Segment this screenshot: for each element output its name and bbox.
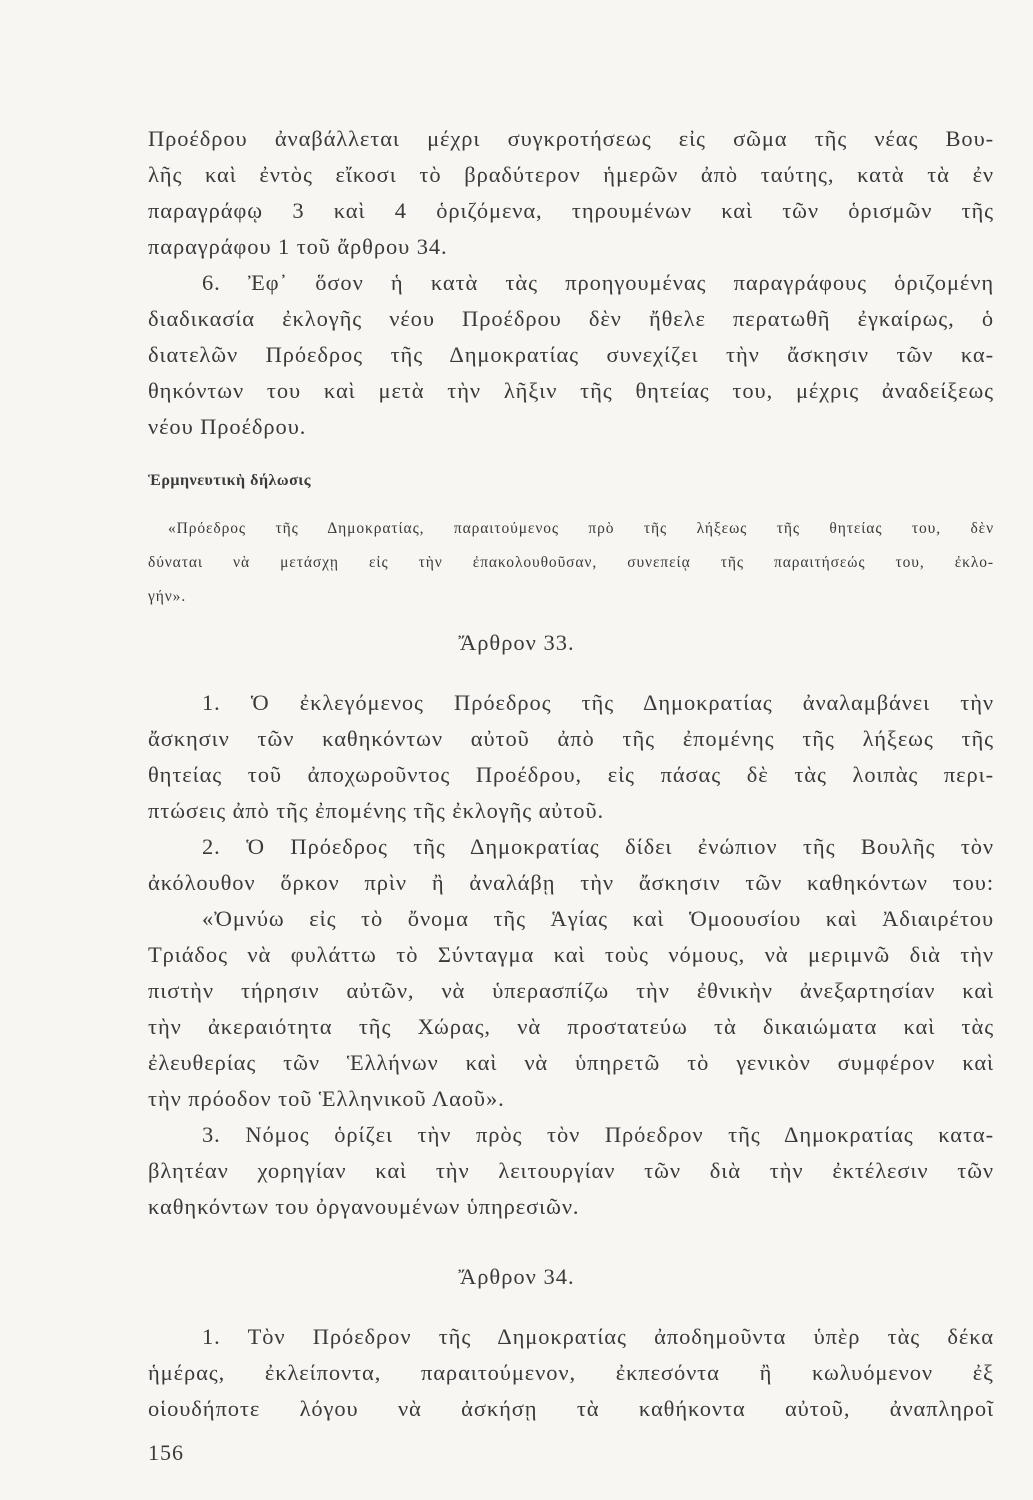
article-33-p3-line: 3. Νόμος ὁρίζει τὴν πρὸς τὸν Πρόεδρον τῆς Δημοκρατίας κατα-: [202, 1122, 994, 1147]
oath-line: πιστὴν τήρησιν αὐτῶν, νὰ ὑπερασπίζω τὴν ἐθνικὴν ἀνεξαρτησίαν καὶ: [148, 978, 994, 1003]
interpretive-line: δύναται νὰ μετάσχῃ εἰς τὴν ἐπακολουθοῦσαν, συνεπείᾳ τῆς παραιτήσεώς του, ἐκλο-: [148, 554, 994, 571]
text-line: παραγράφου 1 τοῦ ἄρθρου 34.: [148, 234, 448, 259]
article-33-p3-line: καθηκόντων του ὀργανουμένων ὑπηρεσιῶν.: [148, 1194, 580, 1219]
article-33-p3-line: βλητέαν χορηγίαν καὶ τὴν λειτουργίαν τῶν διὰ τὴν ἐκτέλεσιν τῶν: [148, 1158, 994, 1183]
article-33-heading: Ἄρθρον 33.: [458, 630, 575, 655]
article-33-p1-line: θητείας τοῦ ἀποχωροῦντος Προέδρου, εἰς πάσας δὲ τὰς λοιπὰς περι-: [148, 762, 994, 787]
article-34-p1-line: 1. Τὸν Πρόεδρον τῆς Δημοκρατίας ἀποδημοῦντα ὑπὲρ τὰς δέκα: [202, 1324, 994, 1349]
oath-line: ἐλευθερίας τῶν Ἑλλήνων καὶ νὰ ὑπηρετῶ τὸ γενικὸν συμφέρον καὶ: [148, 1050, 994, 1075]
oath-line: «Ὀμνύω εἰς τὸ ὄνομα τῆς Ἁγίας καὶ Ὁμοουσίου καὶ Ἀδιαιρέτου: [202, 906, 994, 931]
article-33-p1-line: 1. Ὁ ἐκλεγόμενος Πρόεδρος τῆς Δημοκρατίας ἀναλαμβάνει τὴν: [202, 690, 994, 715]
article-34-heading: Ἄρθρον 34.: [458, 1264, 575, 1289]
interpretive-line: «Πρόεδρος τῆς Δημοκρατίας, παραιτούμενος πρὸ τῆς λήξεως τῆς θητείας του, δὲν: [168, 520, 994, 537]
article-33-p1-line: πτώσεις ἀπὸ τῆς ἐπομένης τῆς ἐκλογῆς αὐτοῦ.: [148, 798, 605, 823]
oath-line: τὴν ἀκεραιότητα τῆς Χώρας, νὰ προστατεύω τὰ δικαιώματα καὶ τὰς: [148, 1014, 994, 1039]
paragraph-6-line: θηκόντων του καὶ μετὰ τὴν λῆξιν τῆς θητείας του, μέχρις ἀναδείξεως: [148, 378, 994, 403]
article-33-p2-line: 2. Ὁ Πρόεδρος τῆς Δημοκρατίας δίδει ἐνώπιον τῆς Βουλῆς τὸν: [202, 834, 994, 859]
article-33-p2-line: ἀκόλουθον ὅρκον πρὶν ἢ ἀναλάβῃ τὴν ἄσκησιν τῶν καθηκόντων του:: [148, 870, 994, 895]
paragraph-6-line: διατελῶν Πρόεδρος τῆς Δημοκρατίας συνεχίζει τὴν ἄσκησιν τῶν κα-: [148, 342, 994, 367]
article-33-p1-line: ἄσκησιν τῶν καθηκόντων αὐτοῦ ἀπὸ τῆς ἐπομένης τῆς λήξεως τῆς: [148, 726, 994, 751]
text-line: λῆς καὶ ἐντὸς εἴκοσι τὸ βραδύτερον ἡμερῶν ἀπὸ ταύτης, κατὰ τὰ ἐν: [148, 162, 994, 187]
text-line: Προέδρου ἀναβάλλεται μέχρι συγκροτήσεως εἰς σῶμα τῆς νέας Βου-: [148, 126, 994, 151]
paragraph-6-line: νέου Προέδρου.: [148, 414, 307, 439]
text-line: παραγράφῳ 3 καὶ 4 ὁριζόμενα, τηρουμένων καὶ τῶν ὁρισμῶν τῆς: [148, 198, 994, 223]
page-number: 156: [148, 1440, 184, 1465]
oath-line: τὴν πρόοδον τοῦ Ἑλληνικοῦ Λαοῦ».: [148, 1086, 505, 1111]
interpretive-statement-title: Ἑρμηνευτικὴ δήλωσις: [148, 472, 311, 489]
article-34-p1-line: ἡμέρας, ἐκλείποντα, παραιτούμενον, ἐκπεσόντα ἢ κωλυόμενον ἐξ: [148, 1360, 994, 1385]
oath-line: Τριάδος νὰ φυλάττω τὸ Σύνταγμα καὶ τοὺς νόμους, νὰ μεριμνῶ διὰ τὴν: [148, 942, 994, 967]
interpretive-line: γήν».: [148, 588, 187, 605]
paragraph-6-line: 6. Ἐφ᾽ ὅσον ἡ κατὰ τὰς προηγουμένας παραγράφους ὁριζομένη: [202, 270, 994, 295]
article-34-p1-line: οἱουδήποτε λόγου νὰ ἀσκήσῃ τὰ καθήκοντα αὐτοῦ, ἀναπληροῖ: [148, 1396, 994, 1421]
paragraph-6-line: διαδικασία ἐκλογῆς νέου Προέδρου δὲν ἤθελε περατωθῆ ἐγκαίρως, ὁ: [148, 306, 994, 331]
